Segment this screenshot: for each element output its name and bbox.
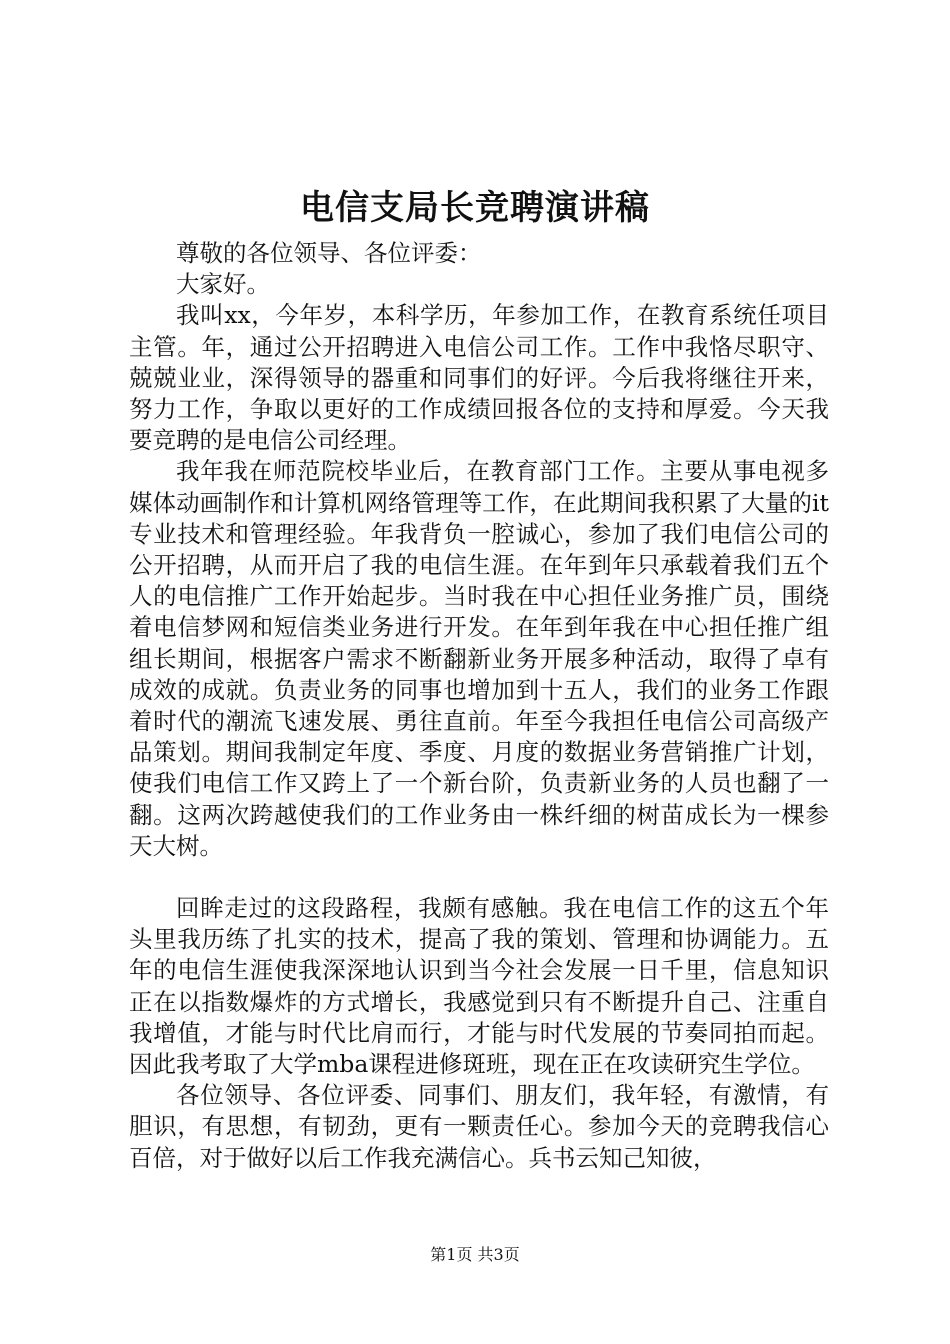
greeting-paragraph: 大家好。	[176, 270, 270, 299]
experience-paragraph: 我年我在师范院校毕业后，在教育部门工作。主要从事电视多媒体动画制作和计算机网络管理等工作，在此期间我积累了大量的it专业技术和管理经验。年我背负一腔诚心，参加了我们电信公司的公开招聘，从而开启了我的电信生涯。在年到年只承载着我们五个人的电信推广工作开始起步。当时我在中心担任业务推广员，围绕着电信梦网和短信类业务进行开发。在年到年我在中心担任推广组组长期间，根据客户需求不断翻新业务开展多种活动，取得了卓有成效的成就。负责业务的同事也增加到十五人，我们的业务工作跟着时代的潮流飞速发展、勇往直前。年至今我担任电信公司高级产品策划。期间我制定年度、季度、月度的数据业务营销推广计划，使我们电信工作又跨上了一个新台阶，负责新业务的人员也翻了一翻。这两次跨越使我们的工作业务由一株纤细的树苗成长为一棵参天大树。	[129, 457, 829, 860]
page-footer: 第1页 共3页	[430, 1245, 520, 1264]
closing-paragraph: 各位领导、各位评委、同事们、朋友们，我年轻，有激情，有胆识，有思想，有韧劲，更有一颗责任心。参加今天的竞聘我信心百倍，对于做好以后工作我充满信心。兵书云知己知彼，	[129, 1081, 829, 1172]
reflection-paragraph: 回眸走过的这段路程，我颇有感触。我在电信工作的这五个年头里我历练了扎实的技术，提高了我的策划、管理和协调能力。五年的电信生涯使我深深地认识到当今社会发展一日千里，信息知识正在以指数爆炸的方式增长，我感觉到只有不断提升自己、注重自我增值，才能与时代比肩而行，才能与时代发展的节奏同拍而起。因此我考取了大学mba课程进修斑班，现在正在攻读研究生学位。	[129, 894, 829, 1079]
document-title: 电信支局长竞聘演讲稿	[300, 188, 650, 228]
introduction-paragraph: 我叫xx，今年岁，本科学历，年参加工作，在教育系统任项目主管。年，通过公开招聘进入电信公司工作。工作中我恪尽职守、兢兢业业，深得领导的器重和同事们的好评。今后我将继往开来，努力工作，争取以更好的工作成绩回报各位的支持和厚爱。今天我要竞聘的是电信公司经理。	[129, 301, 829, 455]
salutation-paragraph: 尊敬的各位领导、各位评委：	[176, 239, 482, 267]
document-body	[129, 238, 829, 1174]
